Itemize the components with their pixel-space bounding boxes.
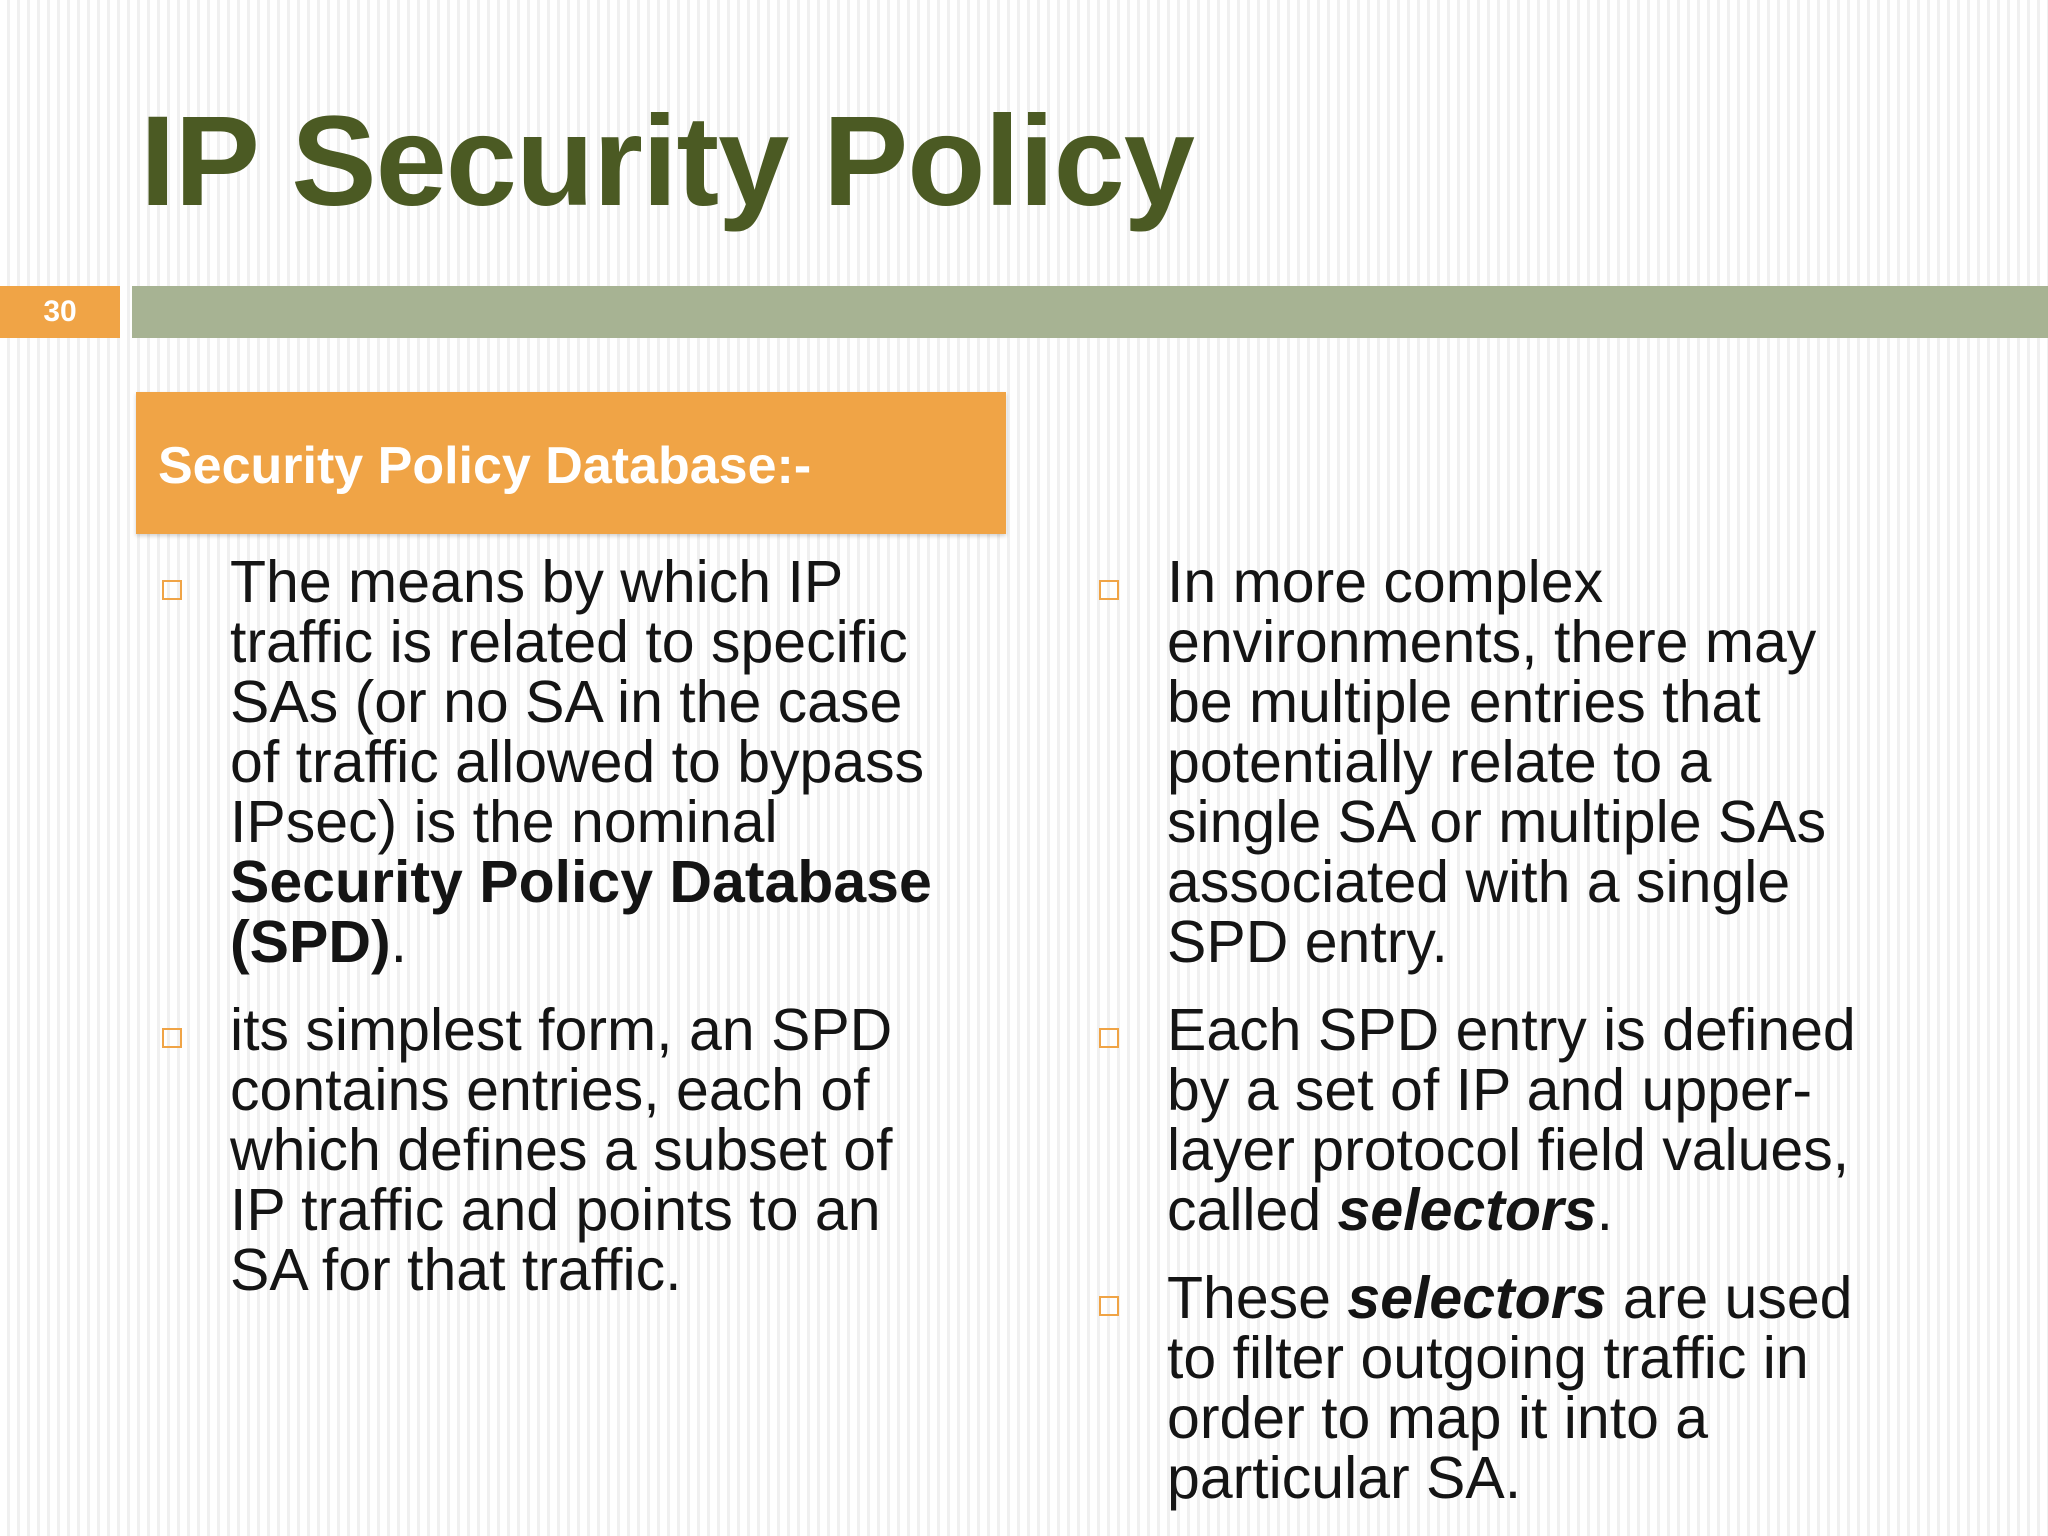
section-heading-box [136,392,1006,534]
slide-title: IP Security Policy [140,90,1194,233]
list-item [150,549,990,975]
term-emphasis: selectors [1347,1265,1607,1331]
left-column [150,549,990,1328]
text-line: IP traffic and points to an [230,1177,881,1243]
list-item [1087,1265,2007,1511]
text-line: contains entries, each of [230,1057,870,1123]
list-item-text [230,997,990,1303]
text-line: Each SPD entry is defined [1167,997,1856,1063]
text-line: The means by which IP [230,549,844,615]
text-line: particular SA. [1167,1445,1522,1511]
text-line: its simplest form, an SPD [230,997,893,1063]
text-line: to filter outgoing traffic in [1167,1325,1809,1391]
text-line [1167,1265,2007,1331]
text-line: IPsec) is the nominal [230,789,778,855]
text-line [1167,1177,2007,1243]
text-line: SAs (or no SA in the case [230,669,903,735]
hollow-square-bullet-icon [162,1028,182,1048]
hollow-square-bullet-icon [1099,580,1119,600]
text-line: In more complex [1167,549,1604,615]
text-line: SPD entry. [1167,909,1448,975]
section-heading: Security Policy Database:- [158,437,812,495]
punctuation: . [390,909,408,975]
term-acronym: (SPD) [230,909,391,975]
text-line: traffic is related to specific [230,609,908,675]
hollow-square-bullet-icon [162,580,182,600]
text-line: layer protocol field values, [1167,1117,1850,1183]
text-line: by a set of IP and upper- [1167,1057,1813,1123]
text-line: environments, there may [1167,609,1817,675]
text-fragment: called [1167,1177,1338,1243]
list-item-text [1167,1265,2007,1511]
list-item [150,997,990,1303]
right-column [1087,549,2007,1536]
text-line: order to map it into a [1167,1385,1709,1451]
text-line: of traffic allowed to bypass [230,729,925,795]
text-fragment: are used [1606,1265,1853,1331]
text-fragment: These [1167,1265,1348,1331]
term-emphasis: selectors [1337,1177,1597,1243]
hollow-square-bullet-icon [1099,1296,1119,1316]
punctuation: . [1596,1177,1614,1243]
list-item [1087,549,2007,975]
list-item [1087,997,2007,1243]
term-emphasis: Security Policy Database [230,849,932,915]
text-line: SA for that traffic. [230,1237,682,1303]
slide-number-badge: 30 [0,286,120,338]
text-line: be multiple entries that [1167,669,1761,735]
text-line: associated with a single [1167,849,1791,915]
hollow-square-bullet-icon [1099,1028,1119,1048]
text-line: which defines a subset of [230,1117,893,1183]
text-line: potentially relate to a [1167,729,1712,795]
text-line: single SA or multiple SAs [1167,789,1827,855]
list-item-text [1167,549,2007,975]
header-rule [132,286,2048,338]
list-item-text [230,549,990,975]
list-item-text [1167,997,2007,1243]
